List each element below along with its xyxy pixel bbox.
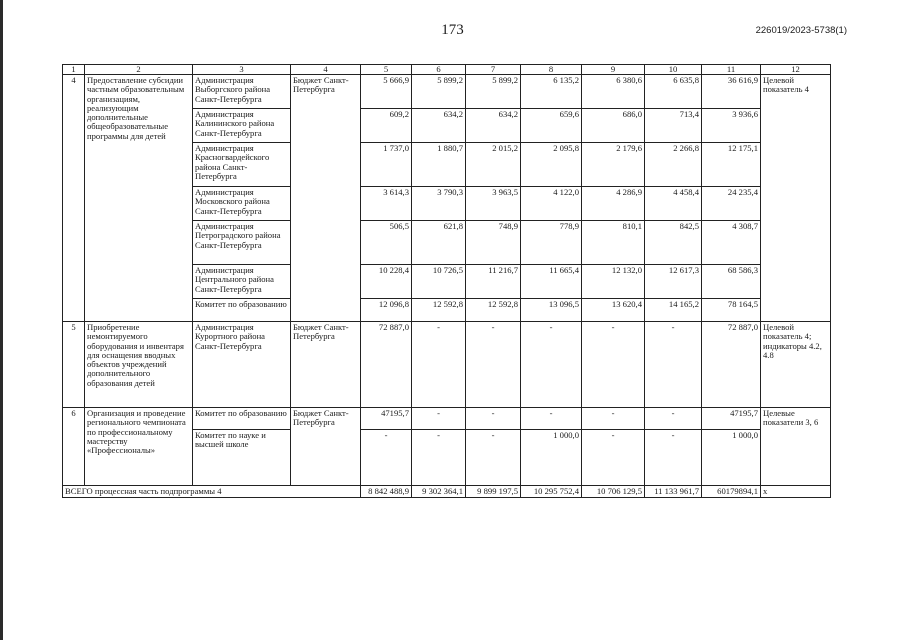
- value-cell: 609,2: [361, 109, 412, 143]
- value-cell: 686,0: [582, 109, 645, 143]
- total-value: 11 133 961,7: [645, 486, 702, 498]
- total-cell: 36 616,9: [702, 75, 761, 109]
- total-cell: 47195,7: [702, 408, 761, 430]
- value-cell: 1 880,7: [412, 143, 466, 187]
- value-cell: 506,5: [361, 221, 412, 265]
- row-number: 4: [63, 75, 85, 322]
- activity-name: Приобретение немонтируемого оборудования и инвентаря для оснащения вводных объектов учреждений дополнительного образования детей: [85, 322, 193, 408]
- funding-source: Бюджет Санкт-Петербурга: [291, 75, 361, 322]
- value-cell: 6 380,6: [582, 75, 645, 109]
- value-cell: 5 899,2: [466, 75, 521, 109]
- value-cell: 842,5: [645, 221, 702, 265]
- col-header-9: 9: [582, 65, 645, 75]
- value-cell: 3 963,5: [466, 187, 521, 221]
- value-cell: 12 617,3: [645, 265, 702, 299]
- executor: Администрация Выборгского района Санкт-Петербурга: [193, 75, 291, 109]
- value-cell: 14 165,2: [645, 299, 702, 322]
- value-cell: -: [466, 322, 521, 408]
- value-cell: 4 286,9: [582, 187, 645, 221]
- value-cell: 1 000,0: [521, 430, 582, 486]
- activity-name: Организация и проведение регионального чемпионата по профессиональному мастерству «Профессионалы»: [85, 408, 193, 486]
- row-number: 6: [63, 408, 85, 486]
- value-cell: -: [412, 322, 466, 408]
- col-header-8: 8: [521, 65, 582, 75]
- value-cell: 659,6: [521, 109, 582, 143]
- total-value: 10 295 752,4: [521, 486, 582, 498]
- executor: Комитет по образованию: [193, 408, 291, 430]
- col-header-7: 7: [466, 65, 521, 75]
- value-cell: 2 015,2: [466, 143, 521, 187]
- total-cell: 3 936,6: [702, 109, 761, 143]
- page-number: 173: [441, 22, 464, 38]
- value-cell: 10 726,5: [412, 265, 466, 299]
- executor: Администрация Калининского района Санкт-Петербурга: [193, 109, 291, 143]
- value-cell: 12 096,8: [361, 299, 412, 322]
- total-cell: 68 586,3: [702, 265, 761, 299]
- value-cell: 634,2: [412, 109, 466, 143]
- value-cell: 1 737,0: [361, 143, 412, 187]
- executor: Администрация Московского района Санкт-Петербурга: [193, 187, 291, 221]
- total-cell: 24 235,4: [702, 187, 761, 221]
- total-cell: 4 308,7: [702, 221, 761, 265]
- document-code: 226019/2023-5738(1): [755, 25, 847, 36]
- value-cell: -: [521, 408, 582, 430]
- col-header-3: 3: [193, 65, 291, 75]
- executor: Администрация Курортного района Санкт-Петербурга: [193, 322, 291, 408]
- value-cell: 2 179,6: [582, 143, 645, 187]
- value-cell: -: [582, 430, 645, 486]
- value-cell: 11 216,7: [466, 265, 521, 299]
- value-cell: 10 228,4: [361, 265, 412, 299]
- value-cell: 2 266,8: [645, 143, 702, 187]
- total-cell: 72 887,0: [702, 322, 761, 408]
- table-row: [63, 75, 831, 109]
- value-cell: 12 592,8: [412, 299, 466, 322]
- value-cell: 713,4: [645, 109, 702, 143]
- value-cell: -: [645, 430, 702, 486]
- grand-total: 60179894,1: [702, 486, 761, 498]
- value-cell: -: [412, 430, 466, 486]
- value-cell: 13 096,5: [521, 299, 582, 322]
- value-cell: 748,9: [466, 221, 521, 265]
- total-cell: 1 000,0: [702, 430, 761, 486]
- executor: Администрация Центрального района Санкт-Петербурга: [193, 265, 291, 299]
- total-note: х: [761, 486, 831, 498]
- total-row: [63, 486, 831, 498]
- value-cell: 2 095,8: [521, 143, 582, 187]
- value-cell: 634,2: [466, 109, 521, 143]
- value-cell: -: [361, 430, 412, 486]
- value-cell: 3 614,3: [361, 187, 412, 221]
- value-cell: 5 666,9: [361, 75, 412, 109]
- col-header-2: 2: [85, 65, 193, 75]
- executor: Администрация Петроградского района Санкт-Петербурга: [193, 221, 291, 265]
- row-number: 5: [63, 322, 85, 408]
- col-header-5: 5: [361, 65, 412, 75]
- value-cell: 621,8: [412, 221, 466, 265]
- table-row: [63, 408, 831, 430]
- total-cell: 78 164,5: [702, 299, 761, 322]
- total-cell: 12 175,1: [702, 143, 761, 187]
- value-cell: 47195,7: [361, 408, 412, 430]
- value-cell: -: [582, 408, 645, 430]
- col-header-1: 1: [63, 65, 85, 75]
- value-cell: -: [582, 322, 645, 408]
- value-cell: 11 665,4: [521, 265, 582, 299]
- total-value: 8 842 488,9: [361, 486, 412, 498]
- scan-edge: [0, 0, 3, 640]
- value-cell: -: [645, 322, 702, 408]
- value-cell: 72 887,0: [361, 322, 412, 408]
- col-header-11: 11: [702, 65, 761, 75]
- program-table: [62, 64, 831, 498]
- value-cell: -: [521, 322, 582, 408]
- col-header-4: 4: [291, 65, 361, 75]
- value-cell: 6 135,2: [521, 75, 582, 109]
- target-indicator: Целевой показатель 4: [761, 75, 831, 322]
- value-cell: 778,9: [521, 221, 582, 265]
- column-number-row: [63, 65, 831, 75]
- value-cell: 12 132,0: [582, 265, 645, 299]
- target-indicator: Целевой показатель 4; индикаторы 4.2, 4.8: [761, 322, 831, 408]
- value-cell: 3 790,3: [412, 187, 466, 221]
- value-cell: 6 635,8: [645, 75, 702, 109]
- col-header-6: 6: [412, 65, 466, 75]
- value-cell: 810,1: [582, 221, 645, 265]
- value-cell: -: [412, 408, 466, 430]
- value-cell: 4 122,0: [521, 187, 582, 221]
- total-value: 9 302 364,1: [412, 486, 466, 498]
- value-cell: 12 592,8: [466, 299, 521, 322]
- activity-name: Предоставление субсидии частным образовательным организациям, реализующим дополнительные общеобразовательные программы для детей: [85, 75, 193, 322]
- executor: Комитет по науке и высшей школе: [193, 430, 291, 486]
- value-cell: 5 899,2: [412, 75, 466, 109]
- funding-source: Бюджет Санкт-Петербурга: [291, 408, 361, 486]
- value-cell: -: [645, 408, 702, 430]
- value-cell: -: [466, 408, 521, 430]
- col-header-10: 10: [645, 65, 702, 75]
- value-cell: 4 458,4: [645, 187, 702, 221]
- executor: Администрация Красногвардейского района Санкт-Петербурга: [193, 143, 291, 187]
- table-row: [63, 322, 831, 408]
- total-label: ВСЕГО процессная часть подпрограммы 4: [63, 486, 361, 498]
- value-cell: -: [466, 430, 521, 486]
- target-indicator: Целевые показатели 3, 6: [761, 408, 831, 486]
- col-header-12: 12: [761, 65, 831, 75]
- funding-source: Бюджет Санкт-Петербурга: [291, 322, 361, 408]
- value-cell: 13 620,4: [582, 299, 645, 322]
- executor: Комитет по образованию: [193, 299, 291, 322]
- total-value: 10 706 129,5: [582, 486, 645, 498]
- total-value: 9 899 197,5: [466, 486, 521, 498]
